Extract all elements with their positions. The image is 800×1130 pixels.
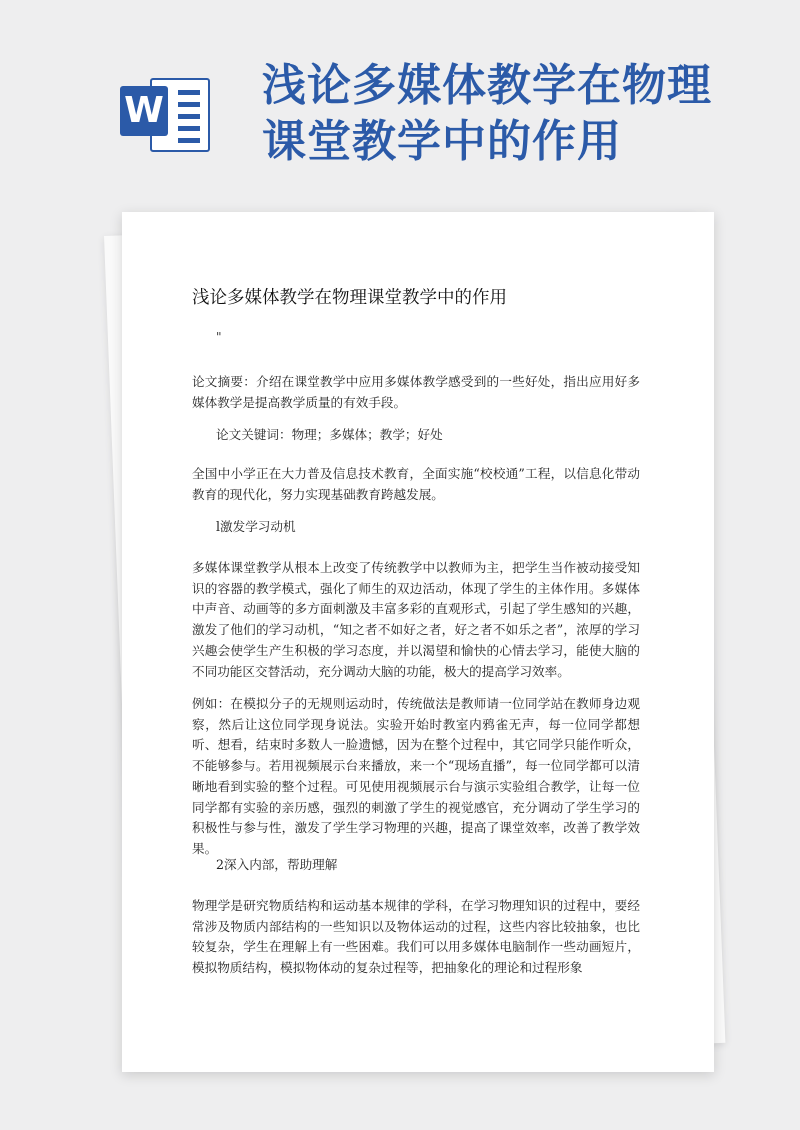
header (0, 0, 800, 210)
paragraph-1: 多媒体课堂教学从根本上改变了传统教学中以教师为主，把学生当作被动接受知识的容器的教学模式，强化了师生的双边活动，体现了学生的主体作用。多媒体中声音、动画等的多方面刺激及丰富多彩的直观形式，引起了学生感知的兴趣，激发了他们的学习动机，“知之者不如好之者，好之者不如乐之者”，浓厚的学习兴趣会使学生产生积极的学习态度，并以渴望和愉快的心情去学习，能使大脑的不同功能区交替活动，充分调动大脑的功能，极大的提高学习效率。 (192, 560, 640, 679)
big-title (262, 58, 782, 170)
section-heading-1: l激发学习动机 (216, 519, 296, 534)
big-title-line2: 课堂教学中的作用 (262, 116, 622, 167)
intro-paragraph: 全国中小学正在大力普及信息技术教育，全面实施“校校通”工程，以信息化带动教育的现代化，努力实现基础教育跨越发展。 (192, 466, 640, 502)
paragraph-3: 物理学是研究物质结构和运动基本规律的学科，在学习物理知识的过程中，要经常涉及物质内部结构的一些知识以及物体运动的过程，这些内容比较抽象，也比较复杂，学生在理解上有一些困难。我们可以用多媒体电脑制作一些动画短片，模拟物质结构，模拟物体动的复杂过程等，把抽象化的理论和过程形象 (192, 898, 640, 976)
document-title: 浅论多媒体教学在物理课堂教学中的作用 (192, 288, 507, 308)
paragraph-2: 例如：在模拟分子的无规则运动时，传统做法是教师请一位同学站在教师身边观察，然后让这位同学现身说法。实验开始时教室内鸦雀无声，每一位同学都想听、想看，结束时多数人一脸遗憾，因为在整个过程中，其它同学只能作听众，不能够参与。若用视频展示台来播放，来一个“现场直播”，每一位同学都可以清晰地看到实验的整个过程。可见使用视频展示台与演示实验组合教学，让每一位同学都有实验的亲历感，强烈的刺激了学生的视觉感官，充分调动了学生学习的积极性与参与性，激发了学生学习物理的兴趣，提高了课堂效率，改善了教学效果。 (192, 696, 640, 856)
keywords-line: 论文关键词：物理；多媒体；教学；好处 (216, 427, 443, 442)
word-letter: W (120, 86, 168, 136)
big-title-line1: 浅论多媒体教学在物理 (262, 60, 712, 111)
abstract-paragraph: 论文摘要：介绍在课堂教学中应用多媒体教学感受到的一些好处，指出应用好多媒体教学是提高教学质量的有效手段。 (192, 374, 640, 410)
section-heading-2: 2深入内部，帮助理解 (216, 857, 338, 872)
document-page (122, 212, 714, 1072)
quote-mark: " (216, 330, 222, 344)
word-document-icon (120, 72, 212, 156)
